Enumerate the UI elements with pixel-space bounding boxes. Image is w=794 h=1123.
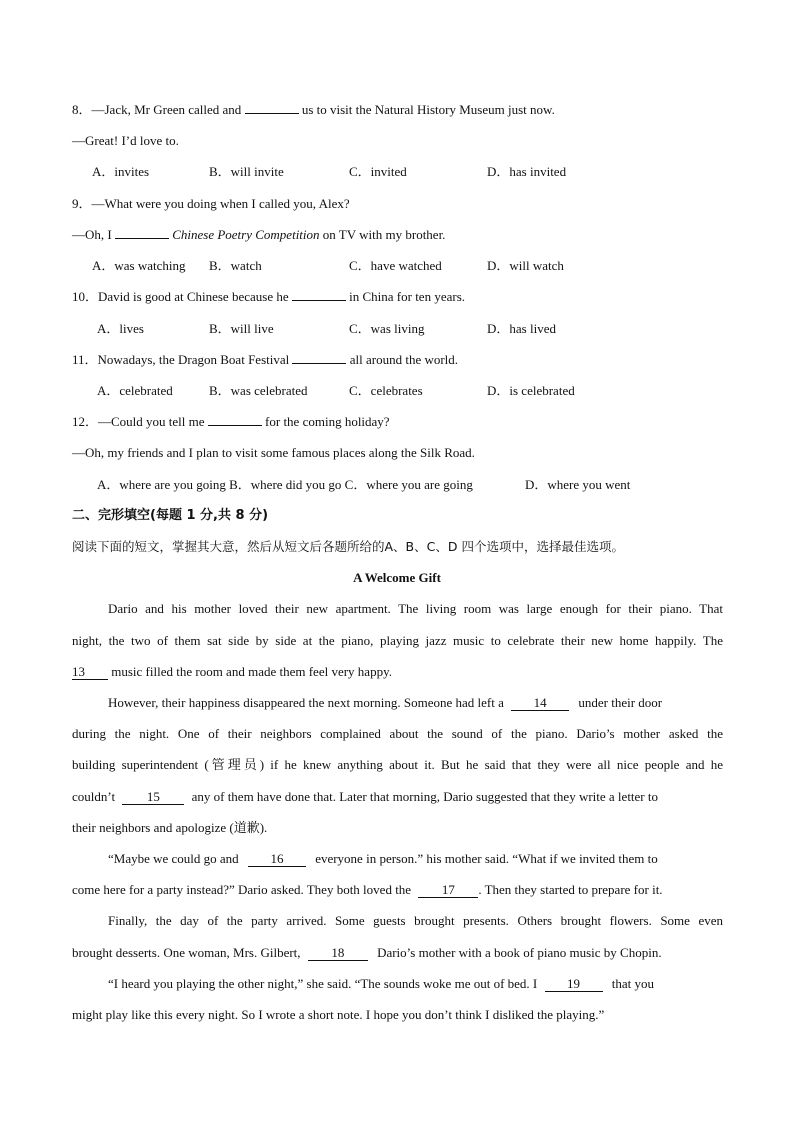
passage-p2-line4-end: any of them have done that. Later that morning, Dario suggested that they write a letter to [191,789,659,804]
section-instruction: 阅读下面的短文，掌握其大意，然后从短文后各题所给的A、B、C、D 四个选项中，选择最佳选项。 [72,539,624,554]
blank-14: 14 [511,696,569,711]
q11-stem-start: 11．Nowadays, the Dragon Boat Festival [72,352,290,367]
passage-p4-line2 [72,944,662,962]
q9-option-b: B．watch [209,258,262,273]
q12-answer-blank [208,425,262,426]
q9-option-c: C．have watched [349,258,442,273]
blank-16: 16 [248,852,306,867]
passage-p2-line1-end: under their door [578,695,663,710]
passage-p3-line2-start: come here for a party instead?” Dario asked. They both loved the [72,882,412,897]
q11-stem-end: all around the world. [349,352,459,367]
q8-stem-start: 8．—Jack, Mr Green called and [72,102,242,117]
passage-p2-line4 [72,788,658,806]
q10-stem-start: 10．David is good at Chinese because he [72,289,289,304]
q8-option-d: D．has invited [487,164,567,179]
question-11-stem [72,351,458,369]
q12-option-d: D．where you went [525,477,631,492]
passage-p4-line2-start: brought desserts. One woman, Mrs. Gilbert, [72,945,301,960]
q10-answer-blank [292,300,346,301]
passage-p1-line3-text: music filled the room and made them feel very happy. [111,664,392,679]
passage-p4-line1: Finally, the day of the party arrived. Some guests brought presents. Others brought flowers. Some even [108,913,723,928]
passage-p2-line1 [108,694,723,712]
q10-option-b: B．will live [209,321,274,336]
q10-option-d: D．has lived [487,321,556,336]
q12-reply: —Oh, my friends and I plan to visit some famous places along the Silk Road. [72,445,475,460]
q8-option-c: C．invited [349,164,407,179]
q8-stem-end: us to visit the Natural History Museum just now. [301,102,555,117]
q10-option-c: C．was living [349,321,425,336]
passage-p2-line5: their neighbors and apologize (道歉). [72,820,268,835]
question-10-stem [72,288,465,306]
q8-option-b: B．will invite [209,164,284,179]
passage-p2-line1-start: However, their happiness disappeared the next morning. Someone had left a [108,695,504,710]
passage-p2-line4-start: couldn’t [72,789,116,804]
question-9-stem: 9．—What were you doing when I called you, Alex? [72,196,350,211]
q11-option-b: B．was celebrated [209,383,308,398]
q11-answer-blank [292,363,346,364]
q9-reply-start: —Oh, I [72,227,112,242]
question-8-stem [72,101,555,119]
blank-15: 15 [122,790,184,805]
passage-p3-line1-end: everyone in person.” his mother said. “What if we invited them to [315,851,658,866]
passage-p5-line1-start: “I heard you playing the other night,” she said. “The sounds woke me out of bed. I [108,976,538,991]
q12-stem-end: for the coming holiday? [265,414,390,429]
passage-title: A Welcome Gift [353,570,441,585]
passage-p3-line1-start: “Maybe we could go and [108,851,239,866]
passage-p5-line1-end: that you [611,976,654,991]
blank-17: 17 [418,883,478,898]
q9-option-d: D．will watch [487,258,564,273]
passage-p2-line3: building superintendent (管理员) if he knew anything about it. But he said that they were all nice people and he [72,757,723,772]
passage-p5-line1 [108,975,654,993]
q8-reply: —Great! I’d love to. [72,133,179,148]
q12-options-abc: A．where are you going B．where did you go C．where you are going [97,477,473,492]
q11-option-a: A．celebrated [97,383,173,398]
passage-p3-line2-end: . Then they started to prepare for it. [478,882,663,897]
q8-option-a: A．invites [92,164,150,179]
q12-stem-start: 12．—Could you tell me [72,414,205,429]
blank-13: 13 [72,665,108,680]
passage-p1-line2: night, the two of them sat side by side at the piano, playing jazz music to celebrate their new home happily. The [72,633,723,648]
q11-option-c: C．celebrates [349,383,423,398]
blank-18: 18 [308,946,368,961]
q11-option-d: D．is celebrated [487,383,575,398]
passage-p4-line2-end: Dario’s mother with a book of piano music by Chopin. [377,945,662,960]
passage-p3-line2 [72,881,663,899]
q9-option-a: A．was watching [92,258,186,273]
q10-option-a: A．lives [97,321,144,336]
passage-p2-line2: during the night. One of their neighbors complained about the sound of the piano. Dario’s mother asked the [72,726,723,741]
question-12-stem [72,413,390,431]
passage-p1-line3 [72,663,392,681]
q9-answer-blank [115,238,169,239]
q10-stem-end: in China for ten years. [349,289,466,304]
passage-p3-line1 [108,850,658,868]
passage-p5-line2: might play like this every night. So I wrote a short note. I hope you don’t think I disliked the playing.” [72,1007,605,1022]
blank-19: 19 [545,977,603,992]
q9-reply [72,226,445,244]
section-heading: 二、完形填空(每题 1 分,共 8 分) [72,508,269,523]
passage-p1-line1: Dario and his mother loved their new apartment. The living room was large enough for their piano. That [108,601,723,616]
q9-reply-end: on TV with my brother. [322,227,446,242]
q9-reply-italic-title: Chinese Poetry Competition [172,227,320,242]
q8-answer-blank [245,113,299,114]
